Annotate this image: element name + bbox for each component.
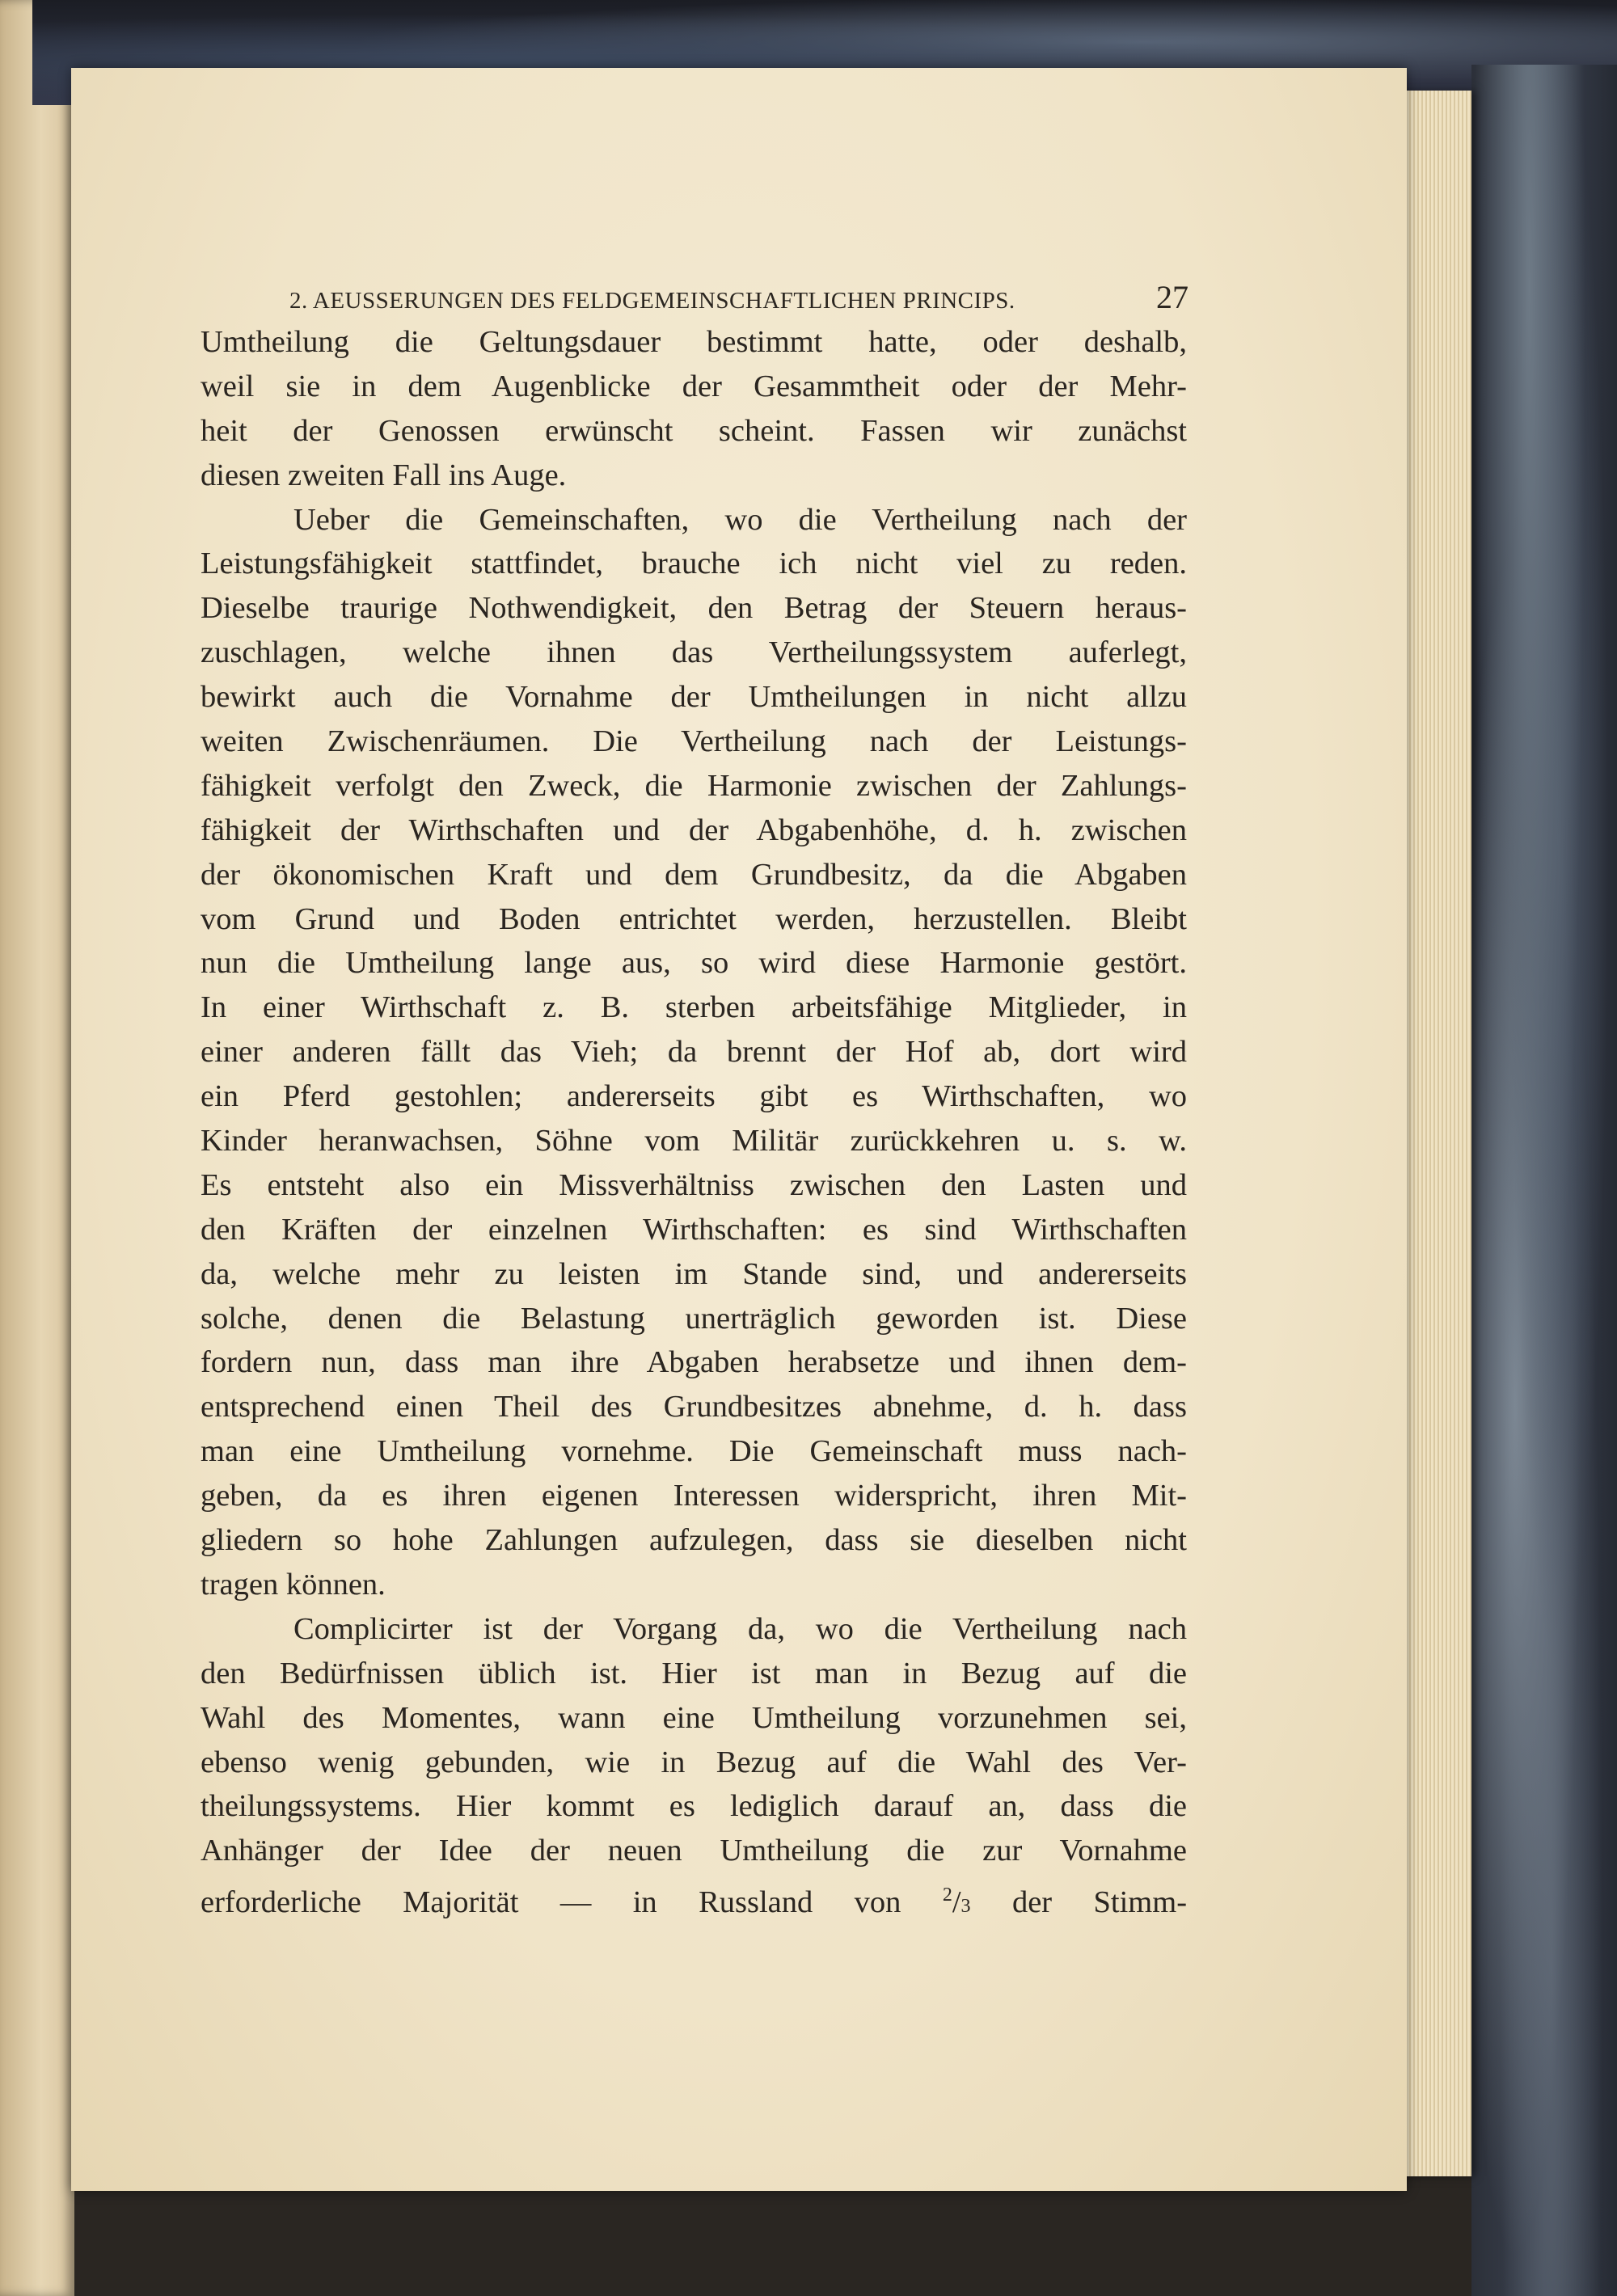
- text-line: den Bedürfnissen üblich ist. Hier ist man in Bezug auf die: [201, 1656, 1187, 1690]
- fraction-denominator: 3: [960, 1896, 971, 1918]
- text-line: fordern nun, dass man ihre Abgaben herabsetze und ihnen dem-: [201, 1345, 1187, 1380]
- text-line: solche, denen die Belastung unerträglich geworden ist. Diese: [201, 1301, 1187, 1336]
- text-line: den Kräften der einzelnen Wirthschaften: es sind Wirthschaften: [201, 1212, 1187, 1247]
- text-line: weiten Zwischenräumen. Die Vertheilung nach der Leistungs-: [201, 724, 1187, 759]
- text-line: fähigkeit der Wirthschaften und der Abgabenhöhe, d. h. zwischen: [201, 812, 1187, 847]
- text-line: Complicirter ist der Vorgang da, wo die Vertheilung nach: [293, 1611, 1187, 1646]
- line-start: erforderliche Majorität — in Russland von: [201, 1885, 901, 1920]
- text-line: einer anderen fällt das Vieh; da brennt der Hof ab, dort wird: [201, 1035, 1187, 1070]
- fraction-numerator: 2: [942, 1884, 952, 1906]
- text-line: Wahl des Momentes, wann eine Umtheilung vorzunehmen sei,: [201, 1700, 1187, 1735]
- text-line: der ökonomischen Kraft und dem Grundbesitz, da die Abgaben: [201, 857, 1187, 892]
- book-cover-right: [1471, 65, 1617, 2296]
- text-line: entsprechend einen Theil des Grundbesitzes abnehme, d. h. dass: [201, 1390, 1187, 1424]
- text-line: weil sie in dem Augenblicke der Gesammtheit oder der Mehr-: [201, 369, 1187, 403]
- text-line: In einer Wirthschaft z. B. sterben arbeitsfähige Mitglieder, in: [201, 990, 1187, 1025]
- text-line: ein Pferd gestohlen; andererseits gibt es Wirthschaften, wo: [201, 1079, 1187, 1114]
- text-line: geben, da es ihren eigenen Interessen widerspricht, ihren Mit-: [201, 1479, 1187, 1513]
- text-line: theilungssystems. Hier kommt es lediglich darauf an, dass die: [201, 1789, 1187, 1824]
- text-line: bewirkt auch die Vornahme der Umtheilungen in nicht allzu: [201, 680, 1187, 715]
- text-line: fähigkeit verfolgt den Zweck, die Harmonie zwischen der Zahlungs-: [201, 768, 1187, 803]
- text-line: Anhänger der Idee der neuen Umtheilung die zur Vornahme: [201, 1834, 1187, 1868]
- text-line: tragen können.: [201, 1567, 386, 1602]
- text-line-with-fraction: [201, 1873, 1187, 1918]
- text-line: gliedern so hohe Zahlungen aufzulegen, dass sie dieselben nicht: [201, 1523, 1187, 1558]
- text-line: heit der Genossen erwünscht scheint. Fassen wir zunächst: [201, 413, 1187, 448]
- text-line: Kinder heranwachsen, Söhne vom Militär zurückkehren u. s. w.: [201, 1124, 1187, 1159]
- text-line: vom Grund und Boden entrichtet werden, herzustellen. Bleibt: [201, 901, 1187, 936]
- fraction-separator: /: [952, 1885, 961, 1920]
- body-text: [201, 320, 1187, 1918]
- page-number: 27: [1156, 279, 1188, 315]
- previous-page-edge: [0, 0, 74, 2296]
- text-line: ebenso wenig gebunden, wie in Bezug auf die Wahl des Ver-: [201, 1745, 1187, 1779]
- text-line: nun die Umtheilung lange aus, so wird diese Harmonie gestört.: [201, 946, 1187, 981]
- text-line: Ueber die Gemeinschaften, wo die Vertheilung nach der: [293, 502, 1187, 537]
- running-title: 2. AEUSSERUNGEN DES FELDGEMEINSCHAFTLICHEN PRINCIPS.: [289, 288, 1015, 314]
- text-line: Leistungsfähigkeit stattfindet, brauche ich nicht viel zu reden.: [201, 547, 1187, 581]
- running-header: [289, 278, 1188, 316]
- text-line: Es entsteht also ein Missverhältniss zwischen den Lasten und: [201, 1167, 1187, 1202]
- text-line: da, welche mehr zu leisten im Stande sind, und andererseits: [201, 1256, 1187, 1291]
- text-line: diesen zweiten Fall ins Auge.: [201, 458, 567, 492]
- text-line: Dieselbe traurige Nothwendigkeit, den Betrag der Steuern heraus-: [201, 591, 1187, 626]
- text-line: Umtheilung die Geltungsdauer bestimmt hatte, oder deshalb,: [201, 325, 1187, 359]
- text-line: zuschlagen, welche ihnen das Vertheilungssystem auferlegt,: [201, 635, 1187, 670]
- line-end: der Stimm-: [1011, 1885, 1188, 1920]
- text-line: man eine Umtheilung vornehme. Die Gemeinschaft muss nach-: [201, 1434, 1187, 1469]
